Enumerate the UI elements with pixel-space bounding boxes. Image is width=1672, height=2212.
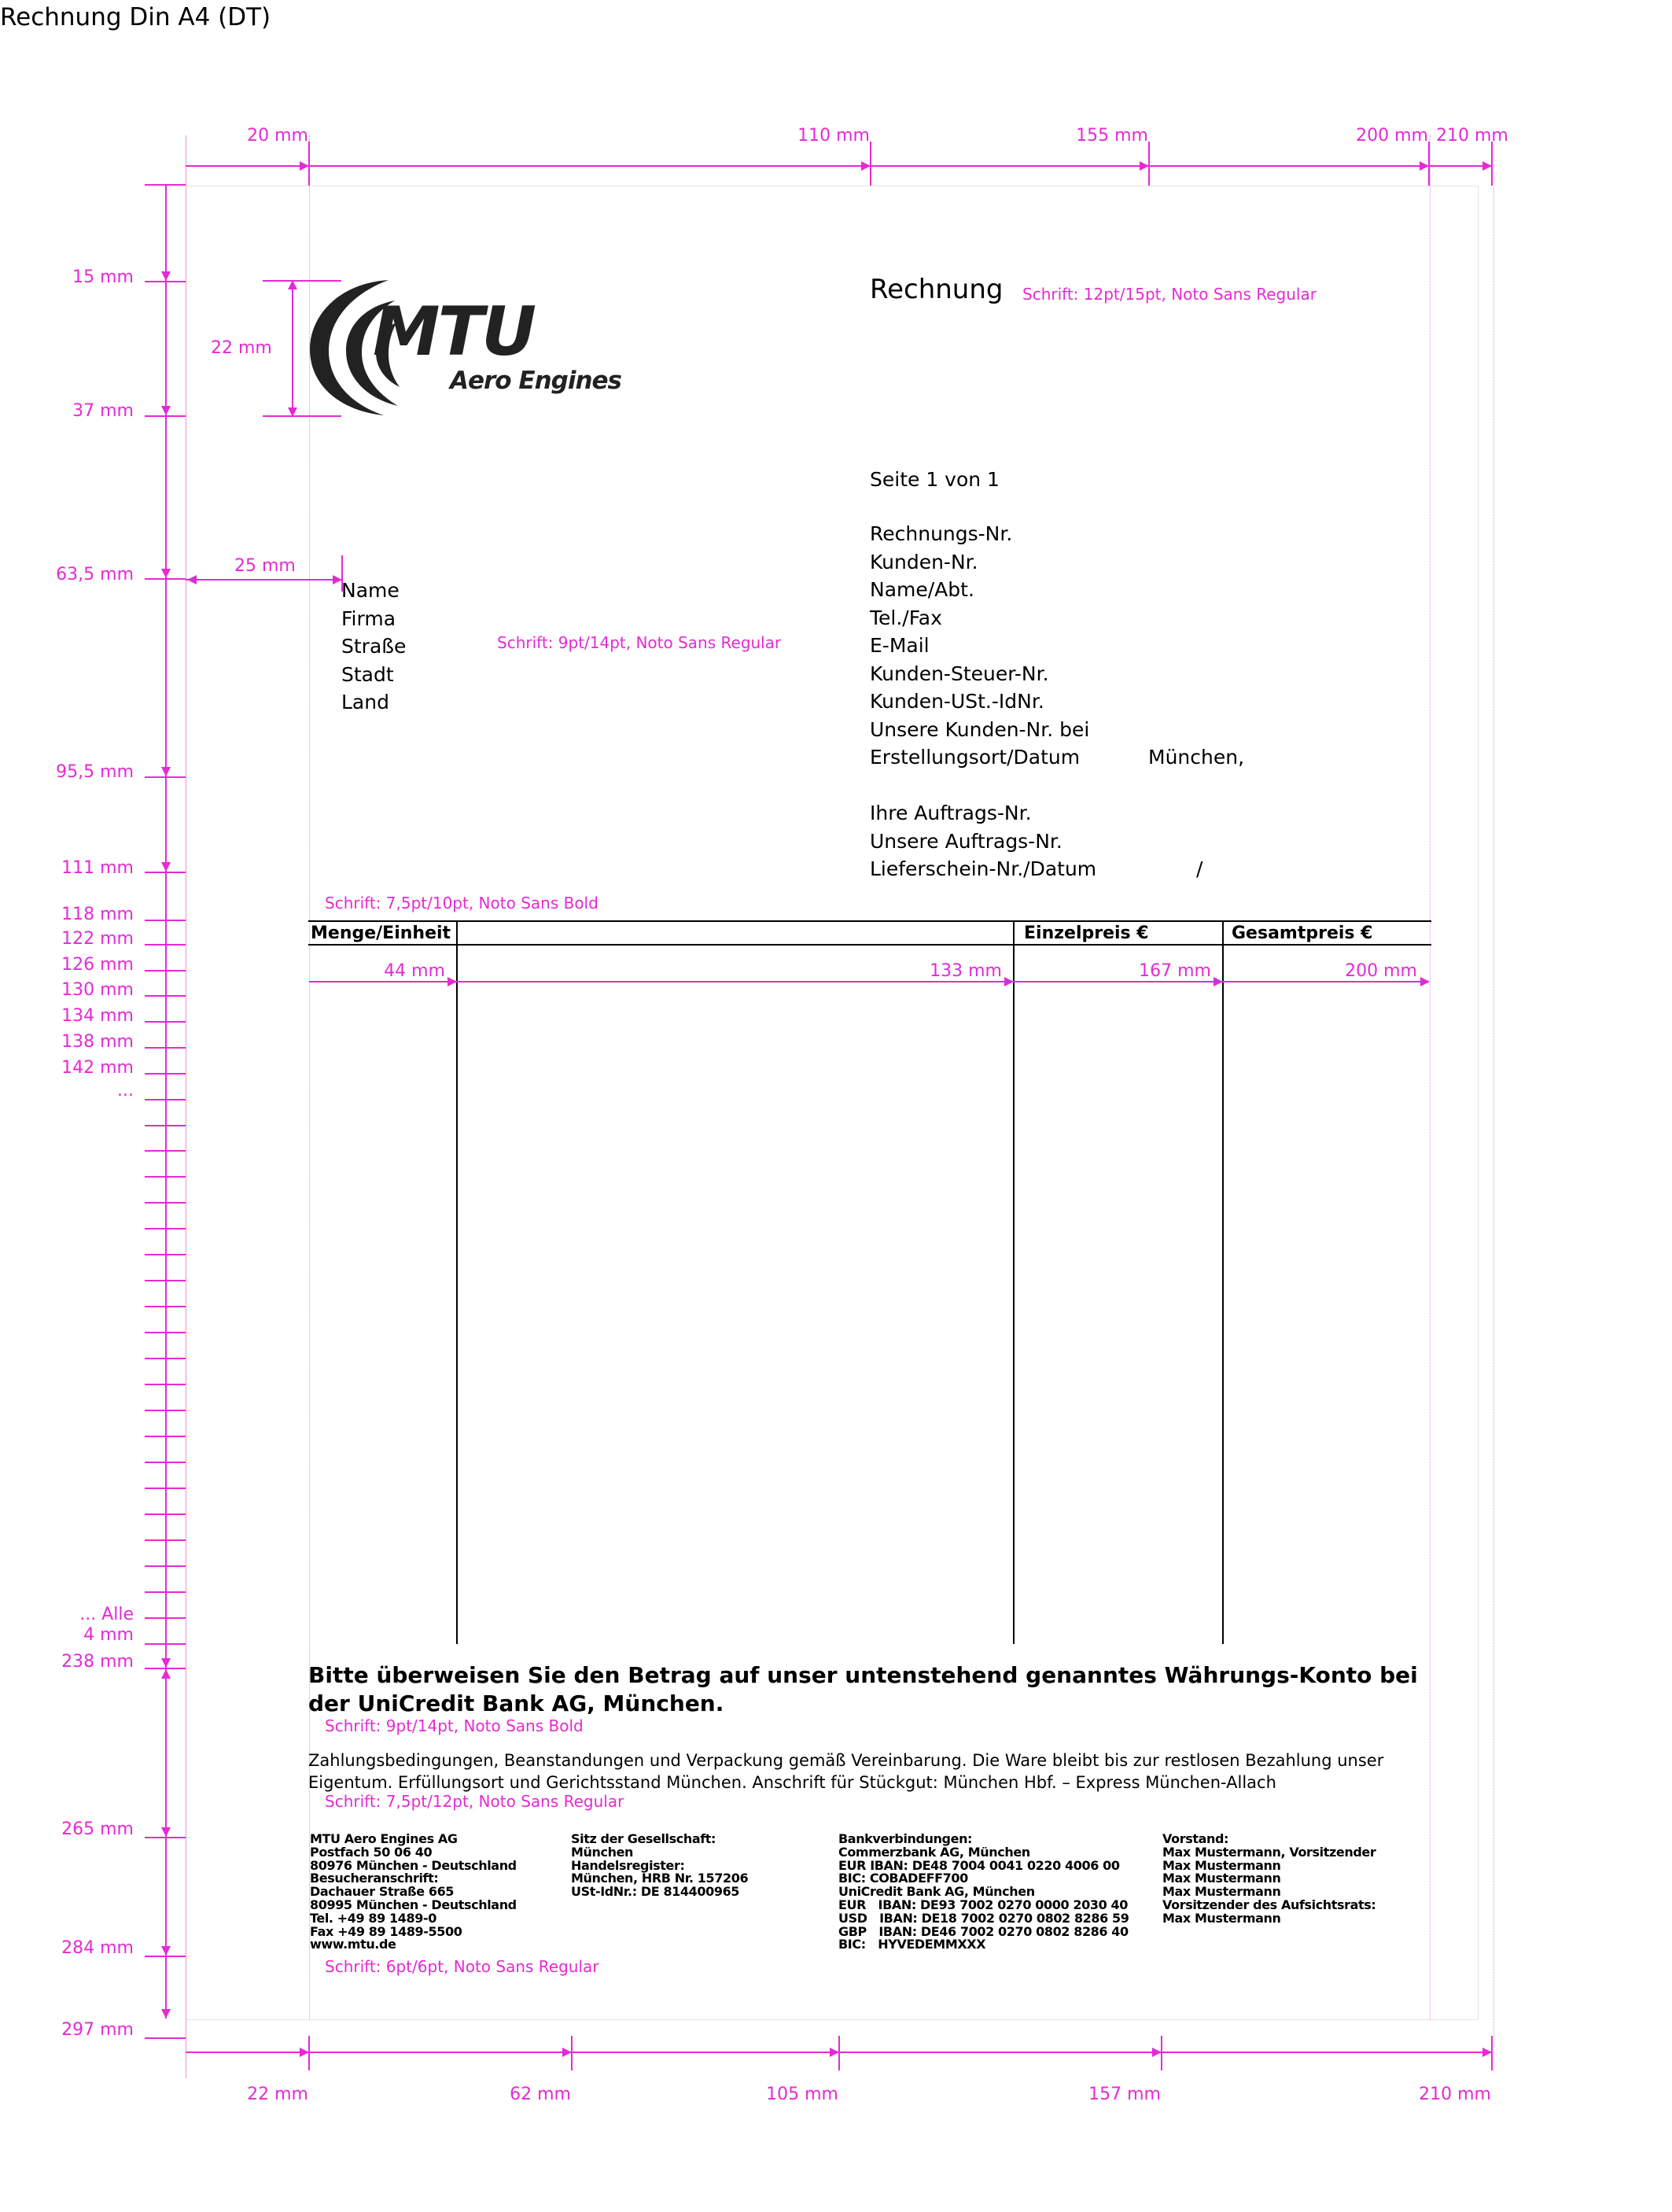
title-font-note: Schrift: 12pt/15pt, Noto Sans Regular	[1022, 285, 1317, 304]
footer-line: Max Mustermann	[1162, 1884, 1281, 1900]
info-label: Ihre Auftrags-Nr.	[870, 802, 1032, 824]
footer-board	[1162, 1833, 1376, 1926]
arrow-icon	[1140, 161, 1149, 171]
row-tick	[145, 1565, 186, 1567]
bottom-dim-label: 22 mm	[247, 2085, 308, 2104]
row-tick	[145, 1099, 186, 1100]
arrow-icon	[1152, 2048, 1162, 2057]
info-label: Unsere Auftrags-Nr.	[870, 829, 1062, 853]
bottom-dim-label: 105 mm	[766, 2085, 838, 2104]
table-header-unit-price: Einzelpreis €	[1024, 924, 1149, 943]
footer-line: USt-IdNr.: DE 814400965	[571, 1884, 740, 1900]
left-dim-label: 284 mm	[61, 1938, 134, 1958]
arrow-icon	[161, 1946, 171, 1956]
footer-bank	[838, 1833, 1129, 1952]
table-dim-line	[309, 981, 1429, 982]
footer-line: Fax +49 89 1489-5500	[310, 1923, 462, 1939]
top-dim-label: 20 mm	[247, 126, 308, 146]
left-tick-15	[145, 281, 186, 282]
row-tick	[145, 1047, 186, 1049]
bottom-dim-label: 210 mm	[1419, 2085, 1491, 2104]
footer-line: Dachauer Straße 665	[310, 1884, 455, 1900]
footer-line: München	[571, 1844, 634, 1860]
table-dim-label: 167 mm	[1139, 961, 1211, 981]
row-tick	[145, 1462, 186, 1463]
table-dim-label: 44 mm	[384, 961, 445, 981]
arrow-icon	[161, 767, 171, 776]
footer-line: Postfach 50 06 40	[310, 1844, 433, 1860]
document-title: Rechnung	[870, 274, 1004, 305]
footer-line: BIC: HYVEDEMMXXX	[838, 1937, 986, 1952]
arrow-icon	[161, 1658, 171, 1668]
footer-line: Bankverbindungen:	[838, 1831, 973, 1846]
footer-line: Tel. +49 89 1489-0	[310, 1910, 436, 1926]
footer-line: EUR IBAN: DE48 7004 0041 0220 4006 00	[838, 1857, 1120, 1873]
left-tick-37	[145, 415, 186, 417]
left-dim-label: 134 mm	[61, 1006, 134, 1026]
row-tick	[145, 1202, 186, 1204]
left-tick-111	[145, 872, 186, 873]
arrow-icon	[1420, 161, 1429, 171]
logo-mark: MTU	[373, 293, 535, 371]
row-tick	[145, 1254, 186, 1255]
left-dim-label: 130 mm	[61, 980, 134, 1000]
arrow-icon	[562, 2048, 572, 2057]
arrow-icon	[300, 2048, 309, 2057]
info-label: Name/Abt.	[870, 578, 974, 601]
footer-line: Besucheranschrift:	[310, 1871, 439, 1886]
mtu-logo	[307, 277, 621, 418]
table-dim-label: 133 mm	[930, 961, 1002, 981]
terms-font-note: Schrift: 7,5pt/12pt, Noto Sans Regular	[325, 1792, 624, 1811]
left-dim-label: 122 mm	[61, 929, 134, 949]
left-tick-635	[145, 578, 186, 580]
arrow-icon	[161, 569, 171, 578]
left-dim-label: ... Alle	[79, 1605, 134, 1624]
left-dim-label: 111 mm	[61, 858, 134, 878]
row-tick	[145, 1617, 186, 1619]
arrow-icon	[161, 1827, 171, 1837]
guide-210mm	[1493, 135, 1494, 2070]
row-tick	[145, 1280, 186, 1281]
table-col-divider	[1013, 920, 1015, 1644]
info-label: Kunden-Steuer-Nr.	[870, 662, 1049, 685]
table-header-total-price: Gesamtpreis €	[1232, 924, 1373, 943]
info-label: Kunden-Nr.	[870, 550, 978, 573]
left-dim-label: 297 mm	[61, 2020, 134, 2040]
address-line: Land	[341, 691, 389, 713]
top-dim-label: 110 mm	[797, 126, 870, 146]
delivery-separator: /	[1196, 857, 1203, 880]
left-dim-label: 126 mm	[61, 955, 134, 975]
footer-line: USD IBAN: DE18 7002 0270 0802 8286 59	[838, 1910, 1129, 1926]
left-dim-label: 138 mm	[61, 1032, 134, 1052]
top-dim-label: 200 mm	[1356, 126, 1428, 146]
footer-line: Max Mustermann	[1162, 1857, 1281, 1873]
footer-line: Sitz der Gesellschaft:	[571, 1831, 716, 1846]
page-info: Seite 1 von 1	[870, 468, 1000, 491]
left-dim-label: 37 mm	[72, 401, 134, 421]
left-dim-label: 63,5 mm	[56, 565, 134, 584]
row-tick	[145, 1073, 186, 1075]
address-dim-line	[186, 579, 343, 581]
arrow-icon	[161, 406, 171, 415]
row-tick	[145, 1228, 186, 1230]
row-tick	[145, 1643, 186, 1645]
row-tick	[145, 1436, 186, 1437]
address-line: Name	[341, 579, 400, 602]
table-top-rule	[308, 920, 1431, 922]
row-tick	[145, 970, 186, 971]
arrow-icon	[1004, 977, 1014, 986]
table-col-divider	[1222, 920, 1224, 1644]
footer-line: 80976 München - Deutschland	[310, 1857, 517, 1873]
footer-line: Max Mustermann	[1162, 1910, 1281, 1926]
arrow-icon	[161, 862, 171, 872]
bottom-dim-label: 157 mm	[1088, 2085, 1161, 2104]
bottom-dim-label: 62 mm	[510, 2085, 571, 2104]
address-font-note: Schrift: 9pt/14pt, Noto Sans Regular	[497, 633, 782, 652]
arrow-icon	[861, 161, 871, 171]
footer-line: MTU Aero Engines AG	[310, 1831, 458, 1846]
arrow-icon	[161, 2009, 171, 2018]
footer-company	[310, 1833, 517, 1952]
footer-line: München, HRB Nr. 157206	[571, 1871, 749, 1886]
left-tick-284	[145, 1956, 186, 1957]
row-tick	[145, 1332, 186, 1333]
top-dim-line	[186, 165, 1493, 167]
left-dim-label: 4 mm	[83, 1625, 134, 1645]
row-tick	[145, 1410, 186, 1411]
info-label: Unsere Kunden-Nr. bei	[870, 717, 1090, 741]
footer-line: UniCredit Bank AG, München	[838, 1884, 1035, 1900]
row-tick	[145, 1384, 186, 1385]
payment-font-note: Schrift: 9pt/14pt, Noto Sans Bold	[325, 1716, 584, 1735]
arrow-icon	[1482, 2048, 1492, 2057]
top-dim-label: 155 mm	[1076, 126, 1148, 146]
row-tick	[145, 1488, 186, 1489]
footer-line: EUR IBAN: DE93 7002 0270 0000 2030 40	[838, 1897, 1128, 1912]
payment-instruction: Bitte überweisen Sie den Betrag auf unser untenstehend genanntes Währungs-Konto bei der UniCredit Bank AG, München.	[308, 1662, 1418, 1716]
left-dim-label: 118 mm	[61, 905, 134, 924]
footer-line: GBP IBAN: DE46 7002 0270 0802 8286 40	[838, 1923, 1129, 1939]
row-tick	[145, 1125, 186, 1126]
guide-200mm	[1430, 135, 1431, 2020]
left-tick-955	[145, 776, 186, 778]
info-label: Rechnungs-Nr.	[870, 522, 1013, 545]
left-dim-label: 142 mm	[61, 1058, 134, 1078]
row-tick	[145, 944, 186, 946]
row-tick	[145, 1176, 186, 1178]
left-dim-label: ...	[117, 1081, 134, 1100]
left-tick-297	[145, 2037, 186, 2039]
logo-dim-line	[292, 282, 293, 415]
table-header-quantity: Menge/Einheit	[311, 924, 451, 943]
footer-line: Commerzbank AG, München	[838, 1844, 1030, 1860]
table-font-note: Schrift: 7,5pt/10pt, Noto Sans Bold	[325, 894, 598, 912]
row-tick	[145, 1306, 186, 1307]
info-label: Kunden-USt.-IdNr.	[870, 690, 1044, 713]
footer-font-note: Schrift: 6pt/6pt, Noto Sans Regular	[325, 1957, 599, 1976]
table-dim-label: 200 mm	[1345, 961, 1417, 981]
info-block-refs	[870, 520, 1089, 772]
left-tick-0	[145, 184, 186, 186]
info-label: Erstellungsort/Datum	[870, 746, 1081, 769]
footer-line: 80995 München - Deutschland	[310, 1897, 517, 1912]
info-label: Tel./Fax	[870, 606, 942, 629]
table-col-divider	[456, 920, 458, 1644]
footer-line: BIC: COBADEFF700	[838, 1871, 968, 1886]
arrow-icon	[447, 977, 457, 986]
left-dim-line	[165, 186, 167, 2018]
info-block-orders	[870, 799, 1096, 883]
arrow-icon	[161, 271, 171, 281]
top-dim-label: 210 mm	[1436, 126, 1508, 146]
footer-line: Max Mustermann	[1162, 1871, 1281, 1886]
arrow-icon	[1482, 161, 1492, 171]
footer-line: Vorsitzender des Aufsichtsrats:	[1162, 1897, 1376, 1912]
arrow-icon	[300, 161, 309, 171]
left-dim-label: 238 mm	[61, 1652, 134, 1672]
footer-registration	[571, 1833, 748, 1899]
row-tick	[145, 1591, 186, 1593]
left-dim-label: 95,5 mm	[56, 762, 134, 782]
footer-line: Max Mustermann, Vorsitzender	[1162, 1844, 1376, 1860]
row-tick	[145, 1021, 186, 1023]
arrow-icon	[1420, 977, 1430, 986]
address-block	[341, 577, 406, 717]
table-header-rule	[308, 944, 1431, 946]
footer-line: Vorstand:	[1162, 1831, 1229, 1846]
place-value: München,	[1148, 746, 1245, 769]
arrow-icon	[830, 2048, 839, 2057]
row-tick	[145, 1513, 186, 1515]
logo-subtitle: Aero Engines	[450, 367, 622, 395]
info-label: Lieferschein-Nr./Datum	[870, 857, 1097, 880]
left-dim-label: 15 mm	[72, 267, 134, 287]
info-label: E-Mail	[870, 634, 930, 657]
arrow-icon	[187, 575, 197, 584]
page-title: Rechnung Din A4 (DT)	[0, 3, 271, 31]
left-dim-label: 265 mm	[61, 1819, 134, 1839]
arrow-icon	[1213, 977, 1223, 986]
address-line: Stadt	[341, 662, 394, 686]
left-tick-265	[145, 1837, 186, 1838]
row-tick	[145, 995, 186, 997]
logo-dim-label: 22 mm	[211, 338, 272, 358]
footer-line: Handelsregister:	[571, 1857, 685, 1873]
payment-terms: Zahlungsbedingungen, Beanstandungen und Verpackung gemäß Vereinbarung. Die Ware bleibt bis zur restlosen Bezahlung unser Eigentum. Erfüllungsort und Gerichtsstand München. Anschrift für Stückgut: München Hbf. – Express München-Allach	[308, 1751, 1384, 1792]
address-dim-label: 25 mm	[234, 556, 296, 576]
row-tick	[145, 1150, 186, 1152]
footer-line: www.mtu.de	[310, 1937, 396, 1952]
row-tick	[145, 1539, 186, 1541]
address-line: Firma	[341, 606, 396, 630]
arrow-icon	[161, 1669, 171, 1679]
row-tick	[145, 1358, 186, 1359]
a4-sheet	[186, 186, 1479, 2020]
row-tick	[145, 920, 186, 921]
address-line: Straße	[341, 635, 407, 658]
